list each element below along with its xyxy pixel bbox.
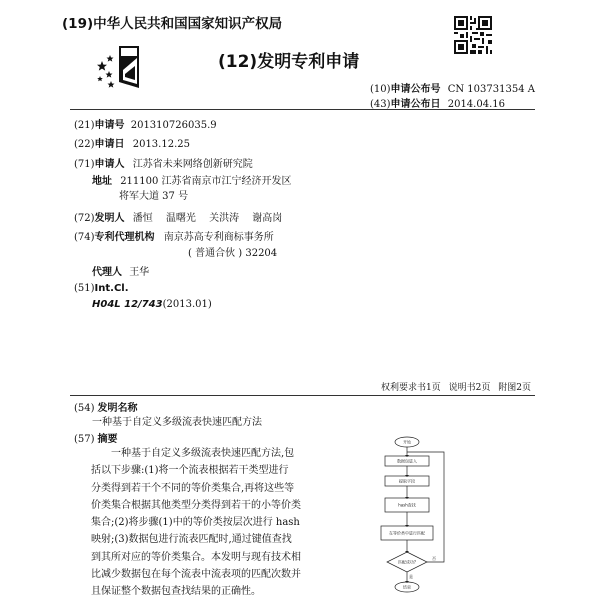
flow-decision-text: 匹配成功? [397,559,417,565]
app-number-row [74,116,217,131]
office-code: (19) [62,16,94,32]
app-date-row [74,135,190,150]
agency-label: 专利代理机构 [94,232,155,243]
agency-line-2: ( 普通合伙 ) 32204 [188,248,278,259]
abstract-line: 分类得到若干个不同的等价类集合,再将这些等 [91,482,295,494]
inventor-name: 关洪涛 [209,213,240,224]
app-date-label: 申请日 [94,139,125,150]
pub-date-value: 2014.04.16 [447,99,505,110]
office-name: 中华人民共和国国家知识产权局 [93,16,283,32]
abstract-label: 摘要 [97,434,118,445]
address-line-2: 将军大道 37 号 [119,191,189,202]
app-date-code: (22) [74,139,95,150]
office-header [62,12,282,32]
pub-no-value: CN 103731354 A [447,84,535,95]
abstract-line: 价类集合根据其他类型分类得到若干的小等价类 [91,499,301,511]
agency-line-1: 南京苏高专利商标事务所 [163,232,274,243]
title-heading [74,399,138,414]
inventor-code: (72) [74,213,95,224]
abstract-line: 且保证整个数据包查找结果的正确性。 [91,586,261,598]
app-date-value: 2013.12.25 [132,139,190,150]
applicant-value: 江苏省未来网络创新研究院 [132,159,253,170]
flow-step-1-text: 数据包进入 [397,458,417,464]
abstract-line: 集合;(2)将步骤(1)中的等价类按层次进行 hash [91,517,300,529]
flow-step-2-text: 提取字段 [399,478,415,484]
flow-step-4-text: 在等价类中进行匹配 [389,530,425,536]
invention-title: 一种基于自定义多级流表快速匹配方法 [92,417,262,428]
pub-number-row [370,80,535,95]
pub-date-row [370,95,505,110]
abstract-line: 括以下步骤:(1)将一个流表根据若干类型进行 [91,465,289,477]
flow-end-text: 结束 [403,584,411,590]
doc-type-code: (12) [218,52,258,72]
app-no-label: 申请号 [94,120,125,131]
pub-no-code: (10) [370,84,391,95]
abstract-line: 到其所对应的等价类集合。本发明与现有技术相 [91,551,301,563]
pub-no-label: 申请公布号 [390,84,441,95]
inventor-name: 谢高岗 [252,213,283,224]
address-row [92,172,292,187]
agency-code: (74) [74,232,95,243]
abstract-body [91,445,301,601]
page-counts [381,380,531,393]
intcl-label: Int.Cl. [94,283,129,294]
title-label: 发明名称 [97,403,138,414]
abstract-line: 映射;(3)数据包进行流表匹配时,通过键值查找 [91,534,292,546]
inventor-name: 温曙光 [165,213,196,224]
counts-divider [70,395,535,396]
agent-row [92,263,149,278]
intcl-code: (51) [74,283,95,294]
applicant-code: (71) [74,159,95,170]
description-count: 说明书2页 [448,383,491,393]
doc-type-title [218,47,359,72]
abstract-line: 比减少数据包在每个流表中流表项的匹配次数并 [91,569,301,581]
claims-count: 权利要求书1页 [381,383,441,393]
flow-start-text: 开始 [403,439,411,445]
abstract-code: (57) [74,434,95,445]
inventor-row [74,209,282,224]
drawings-count: 附图2页 [498,383,531,393]
flow-step-3-text: hash查找 [398,502,416,508]
inventor-label: 发明人 [94,213,125,224]
pub-date-code: (43) [370,99,391,110]
abstract-heading [74,430,118,445]
flow-no-text: 否 [432,556,436,561]
agent-label: 代理人 [92,267,122,278]
title-code: (54) [74,403,95,414]
app-no-code: (21) [74,120,95,131]
applicant-label: 申请人 [94,159,125,170]
intcl-class: H04L 12/743 [92,299,163,310]
intcl-year: (2013.01) [162,299,212,310]
agent-value: 王华 [129,267,150,278]
agency-row [74,228,274,243]
flow-yes-text: 是 [409,574,413,579]
qr-code [454,16,492,54]
sipo-emblem [95,44,145,90]
intcl-row [74,283,129,294]
applicant-row [74,155,253,170]
intcl-class-row [92,299,212,310]
doc-type-text: 发明专利申请 [257,52,360,72]
abstract-flowchart [372,432,462,594]
app-no-value: 201310726035.9 [130,120,217,131]
abstract-line: 一种基于自定义多级流表快速匹配方法,包 [111,448,295,459]
address-line-1: 211100 江苏省南京市江宁经济开发区 [120,176,292,187]
header-divider [70,109,535,110]
pub-date-label: 申请公布日 [390,99,441,110]
address-label: 地址 [92,176,112,187]
inventor-name: 潘恒 [132,213,153,224]
